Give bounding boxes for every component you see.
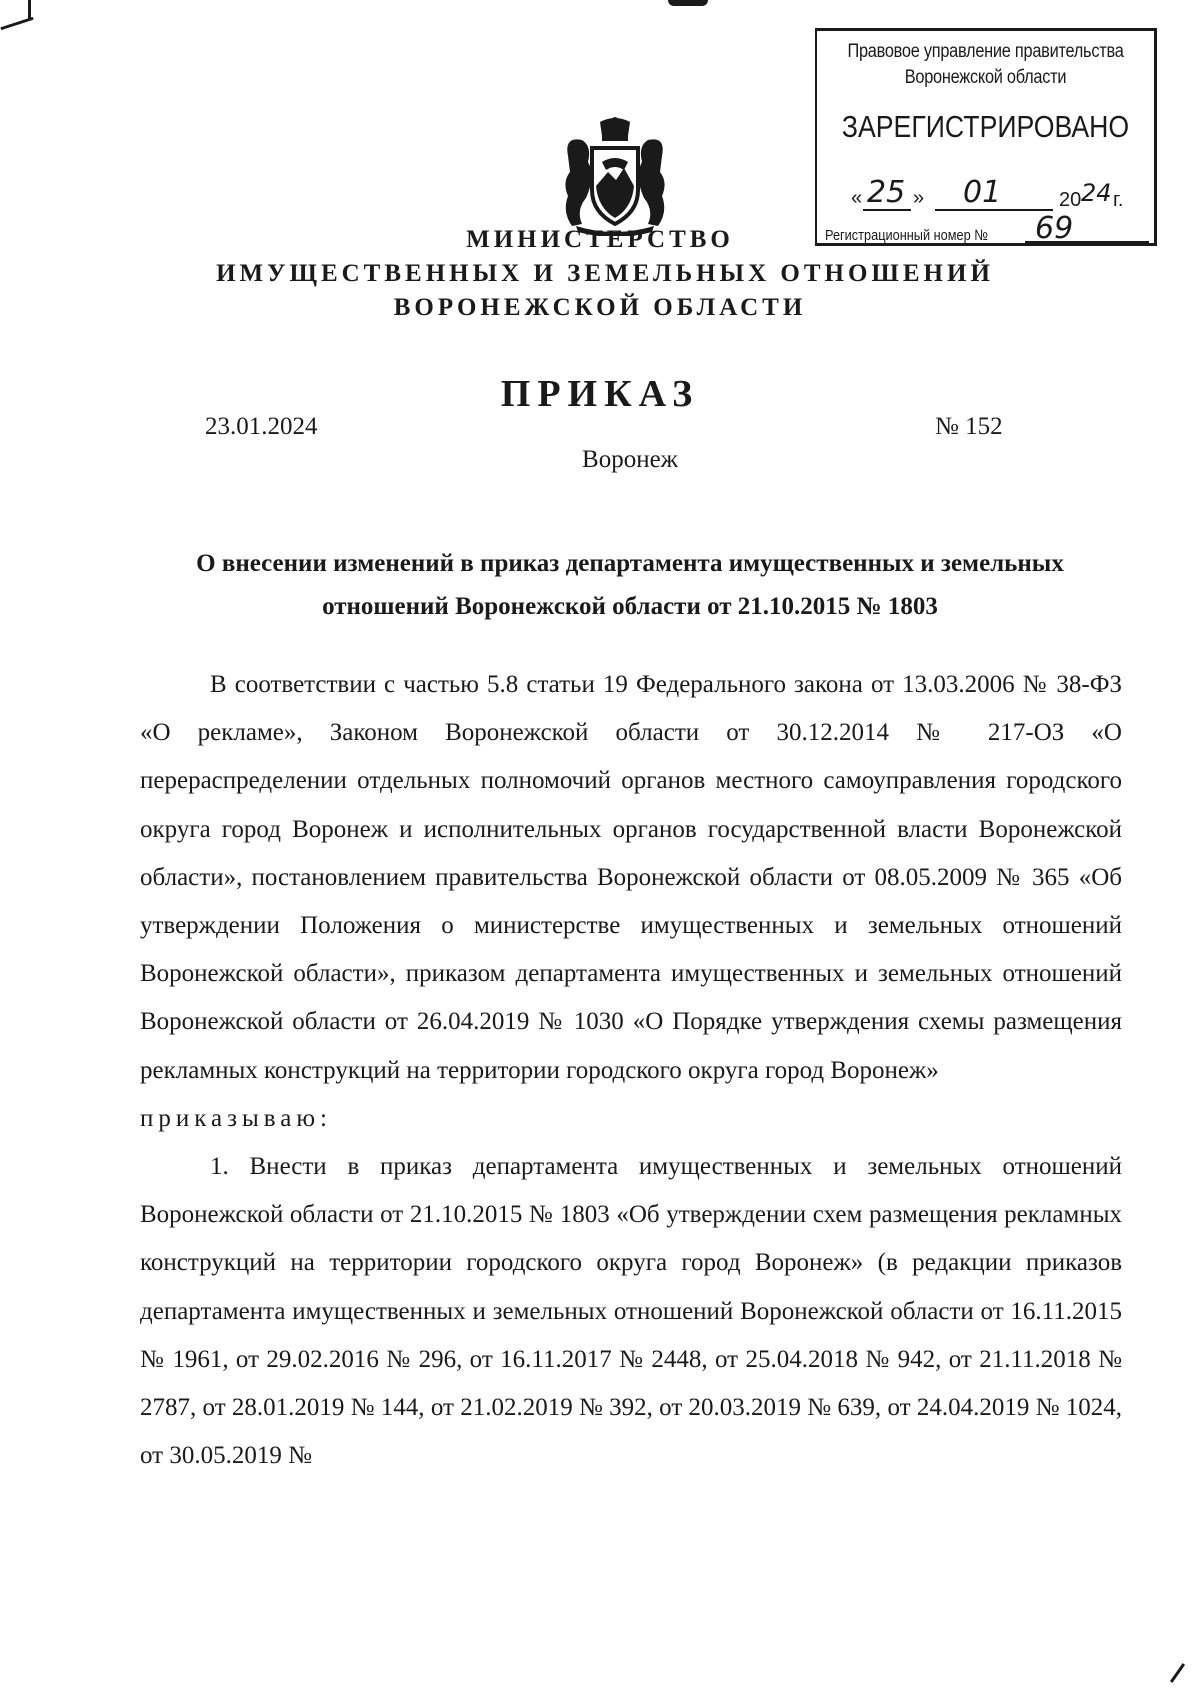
- order-command: приказываю:: [140, 1104, 332, 1132]
- stamp-date-quote-close: »: [913, 187, 925, 209]
- stamp-date-month: 01: [963, 175, 1002, 210]
- stamp-date-day-line: [863, 209, 911, 211]
- stamp-date-year-suffix: 24: [1081, 179, 1112, 207]
- order-title: ПРИКАЗ: [500, 373, 700, 415]
- order-item-1: 1. Внести в приказ департамента имущественных и земельных отношений Воронежской области от 21.10.2015 № 1803 «Об утверждении схем размещения рекламных конструкций на территории городского округа город Воронеж» (в редакции приказов департамента имущественных и земельных отношений Воронежской области от 16.11.2015 № 1961, от 29.02.2016 № 296, от 16.11.2017 № 2448, от 25.04.2018 № 942, от 21.11.2018 № 2787, от 28.01.2019 № 144, от 21.02.2019 № 392, от 20.03.2019 № 639, от 24.04.2019 № 1024, от 30.05.2019 №: [140, 1153, 1122, 1470]
- order-body: [140, 661, 1122, 1480]
- stamp-date-year-unit: г.: [1113, 189, 1124, 211]
- ministry-name-line1: МИНИСТЕРСТВО: [466, 226, 734, 253]
- order-date: 23.01.2024: [205, 413, 318, 440]
- ministry-name-line2: ИМУЩЕСТВЕННЫХ И ЗЕМЕЛЬНЫХ ОТНОШЕНИЙ: [216, 260, 994, 287]
- order-subject: [140, 542, 1120, 628]
- order-subject-line1: О внесении изменений в приказ департамента имущественных и земельных: [196, 550, 1064, 577]
- stamp-date: [851, 175, 1151, 217]
- order-subject-line2: отношений Воронежской области от 21.10.2015 № 1803: [322, 593, 938, 620]
- voronezh-coat-of-arms-icon: [562, 116, 668, 236]
- stamp-date-quote-open: «: [851, 187, 863, 209]
- stamp-date-day: 25: [867, 175, 906, 210]
- stamp-number-value: 69: [1035, 211, 1074, 246]
- stamp-organization-line1: Правовое управление правительства: [847, 41, 1124, 62]
- stamp-organization-line2: Воронежской области: [904, 67, 1067, 88]
- scan-mark-top-center: [668, 0, 708, 6]
- stamp-registered-label: ЗАРЕГИСТРИРОВАНО: [841, 109, 1130, 144]
- order-preamble: В соответствии с частью 5.8 статьи 19 Федерального закона от 13.03.2006 № 38-ФЗ «О рекламе», Законом Воронежской области от 30.12.2014 № 217-ОЗ «О перераспределении отдельных полномочий органов местного самоуправления городского округа город Воронеж и исполнительных органов государственной власти Воронежской области», постановлением правительства Воронежской области от 08.05.2009 № 365 «Об утверждении Положения о министерстве имущественных и земельных отношений Воронежской области», приказом департамента имущественных и земельных отношений Воронежской области от 26.04.2019 № 1030 «О Порядке утверждения схемы размещения рекламных конструкций на территории городского округа город Воронеж»: [140, 671, 1122, 1084]
- order-number: № 152: [935, 413, 1003, 440]
- registration-stamp: [815, 28, 1157, 246]
- scan-mark-top-left-2: [28, 0, 31, 20]
- stamp-date-year-prefix: 20: [1059, 189, 1082, 211]
- ministry-name-line3: ВОРОНЕЖСКОЙ ОБЛАСТИ: [393, 294, 807, 321]
- stamp-organization: [841, 39, 1131, 91]
- order-city: Воронеж: [582, 446, 678, 473]
- stamp-number-label: Регистрационный номер №: [825, 227, 988, 244]
- scan-mark-bottom-right: [1170, 1663, 1185, 1683]
